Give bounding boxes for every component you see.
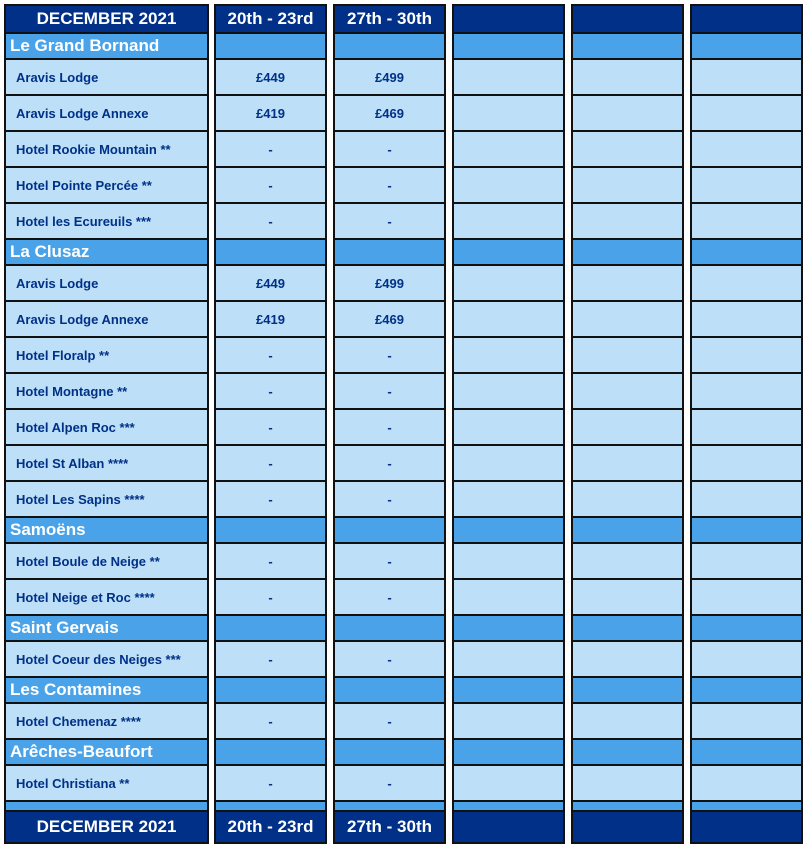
hotel-name: Hotel Floralp ** <box>4 338 209 374</box>
price-cell <box>571 60 684 96</box>
price-cell <box>690 132 803 168</box>
section-fill <box>690 240 803 266</box>
price-cell <box>690 374 803 410</box>
hotel-name: Hotel Chemenaz **** <box>4 704 209 740</box>
price-cell: £499 <box>333 266 446 302</box>
price-cell: - <box>214 766 327 802</box>
section-fill <box>452 740 565 766</box>
footer-date-5 <box>690 810 803 844</box>
price-cell: - <box>333 766 446 802</box>
price-cell <box>452 482 565 518</box>
price-cell <box>571 482 684 518</box>
table-tail-strip <box>214 802 327 810</box>
price-cell <box>571 704 684 740</box>
price-cell <box>690 168 803 204</box>
price-cell: £449 <box>214 60 327 96</box>
price-cell <box>452 204 565 240</box>
header-date-5 <box>690 4 803 34</box>
table-tail-strip <box>690 802 803 810</box>
section-title: Saint Gervais <box>4 616 209 642</box>
price-cell <box>571 410 684 446</box>
price-cell <box>452 132 565 168</box>
price-cell: £449 <box>214 266 327 302</box>
section-fill <box>333 518 446 544</box>
price-cell: - <box>333 374 446 410</box>
price-cell <box>690 704 803 740</box>
column-date-2 <box>333 4 446 848</box>
hotel-name: Hotel Montagne ** <box>4 374 209 410</box>
price-cell <box>452 704 565 740</box>
hotel-name: Hotel Boule de Neige ** <box>4 544 209 580</box>
price-cell <box>690 642 803 678</box>
price-cell <box>452 544 565 580</box>
hotel-name: Aravis Lodge Annexe <box>4 302 209 338</box>
table-tail-strip <box>4 802 209 810</box>
hotel-name: Hotel St Alban **** <box>4 446 209 482</box>
price-cell <box>690 544 803 580</box>
hotel-name: Hotel Pointe Percée ** <box>4 168 209 204</box>
section-fill <box>571 678 684 704</box>
price-cell: - <box>214 374 327 410</box>
price-cell <box>452 96 565 132</box>
price-cell: - <box>333 580 446 616</box>
price-cell <box>571 374 684 410</box>
section-fill <box>571 34 684 60</box>
price-cell: - <box>333 132 446 168</box>
price-cell <box>571 204 684 240</box>
price-cell <box>452 302 565 338</box>
section-fill <box>452 34 565 60</box>
hotel-name: Hotel Les Sapins **** <box>4 482 209 518</box>
price-cell: - <box>214 704 327 740</box>
price-cell <box>452 374 565 410</box>
section-title: Les Contamines <box>4 678 209 704</box>
price-cell: - <box>214 410 327 446</box>
price-cell <box>690 302 803 338</box>
price-cell <box>690 410 803 446</box>
column-date-5 <box>690 4 803 848</box>
price-cell <box>452 168 565 204</box>
price-cell <box>452 766 565 802</box>
price-cell: - <box>214 544 327 580</box>
section-fill <box>571 240 684 266</box>
price-cell <box>571 766 684 802</box>
price-cell <box>452 60 565 96</box>
price-cell: £469 <box>333 302 446 338</box>
price-cell: - <box>214 204 327 240</box>
hotel-name: Aravis Lodge <box>4 60 209 96</box>
section-fill <box>214 34 327 60</box>
price-cell <box>452 266 565 302</box>
price-cell: £469 <box>333 96 446 132</box>
price-cell: - <box>214 338 327 374</box>
price-cell: - <box>333 544 446 580</box>
price-cell <box>571 132 684 168</box>
price-cell <box>452 446 565 482</box>
price-cell <box>452 338 565 374</box>
price-cell: - <box>333 410 446 446</box>
section-fill <box>333 240 446 266</box>
price-cell <box>571 266 684 302</box>
hotel-name: Aravis Lodge <box>4 266 209 302</box>
price-cell <box>690 96 803 132</box>
column-hotel <box>4 4 209 848</box>
column-date-4 <box>571 4 684 848</box>
price-cell <box>571 446 684 482</box>
header-month: DECEMBER 2021 <box>4 4 209 34</box>
price-cell: - <box>214 168 327 204</box>
section-fill <box>214 518 327 544</box>
price-cell <box>571 642 684 678</box>
price-cell <box>452 580 565 616</box>
header-date-4 <box>571 4 684 34</box>
price-cell: - <box>333 642 446 678</box>
header-date-2: 27th - 30th <box>333 4 446 34</box>
price-cell: - <box>333 168 446 204</box>
price-cell: - <box>333 446 446 482</box>
price-cell <box>690 580 803 616</box>
price-cell: - <box>333 704 446 740</box>
section-title: Samoëns <box>4 518 209 544</box>
price-cell <box>690 204 803 240</box>
section-fill <box>690 34 803 60</box>
section-fill <box>690 678 803 704</box>
price-cell: - <box>214 132 327 168</box>
price-cell <box>571 168 684 204</box>
section-fill <box>571 740 684 766</box>
section-title: Le Grand Bornand <box>4 34 209 60</box>
hotel-name: Hotel Christiana ** <box>4 766 209 802</box>
section-fill <box>690 518 803 544</box>
price-cell <box>690 338 803 374</box>
price-cell: £499 <box>333 60 446 96</box>
price-cell <box>571 544 684 580</box>
price-cell: £419 <box>214 302 327 338</box>
price-cell: - <box>214 642 327 678</box>
price-cell: - <box>214 482 327 518</box>
price-cell <box>571 580 684 616</box>
hotel-name: Hotel Coeur des Neiges *** <box>4 642 209 678</box>
price-cell: - <box>333 482 446 518</box>
section-fill <box>690 616 803 642</box>
footer-date-2: 27th - 30th <box>333 810 446 844</box>
price-cell <box>571 338 684 374</box>
footer-date-3 <box>452 810 565 844</box>
section-fill <box>214 678 327 704</box>
price-cell: - <box>214 446 327 482</box>
price-cell <box>690 482 803 518</box>
hotel-name: Hotel Alpen Roc *** <box>4 410 209 446</box>
table-tail-strip <box>571 802 684 810</box>
section-fill <box>571 518 684 544</box>
header-date-1: 20th - 23rd <box>214 4 327 34</box>
hotel-name: Hotel Rookie Mountain ** <box>4 132 209 168</box>
section-fill <box>214 740 327 766</box>
price-cell <box>571 302 684 338</box>
hotel-name: Hotel les Ecureuils *** <box>4 204 209 240</box>
footer-date-1: 20th - 23rd <box>214 810 327 844</box>
header-date-3 <box>452 4 565 34</box>
section-fill <box>333 616 446 642</box>
section-fill <box>452 678 565 704</box>
price-cell: - <box>333 204 446 240</box>
table-tail-strip <box>333 802 446 810</box>
price-cell <box>690 266 803 302</box>
section-title: Arêches-Beaufort <box>4 740 209 766</box>
section-fill <box>214 616 327 642</box>
price-cell <box>452 642 565 678</box>
section-fill <box>333 740 446 766</box>
section-fill <box>452 240 565 266</box>
footer-month: DECEMBER 2021 <box>4 810 209 844</box>
column-date-3 <box>452 4 565 848</box>
price-cell <box>690 60 803 96</box>
section-title: La Clusaz <box>4 240 209 266</box>
section-fill <box>690 740 803 766</box>
column-date-1 <box>214 4 327 848</box>
price-cell <box>571 96 684 132</box>
footer-date-4 <box>571 810 684 844</box>
price-cell <box>690 766 803 802</box>
table-tail-strip <box>452 802 565 810</box>
price-cell: £419 <box>214 96 327 132</box>
section-fill <box>333 34 446 60</box>
price-cell: - <box>333 338 446 374</box>
price-cell <box>452 410 565 446</box>
hotel-name: Aravis Lodge Annexe <box>4 96 209 132</box>
section-fill <box>214 240 327 266</box>
price-cell: - <box>214 580 327 616</box>
price-cell <box>690 446 803 482</box>
section-fill <box>452 616 565 642</box>
hotel-name: Hotel Neige et Roc **** <box>4 580 209 616</box>
section-fill <box>452 518 565 544</box>
section-fill <box>333 678 446 704</box>
section-fill <box>571 616 684 642</box>
